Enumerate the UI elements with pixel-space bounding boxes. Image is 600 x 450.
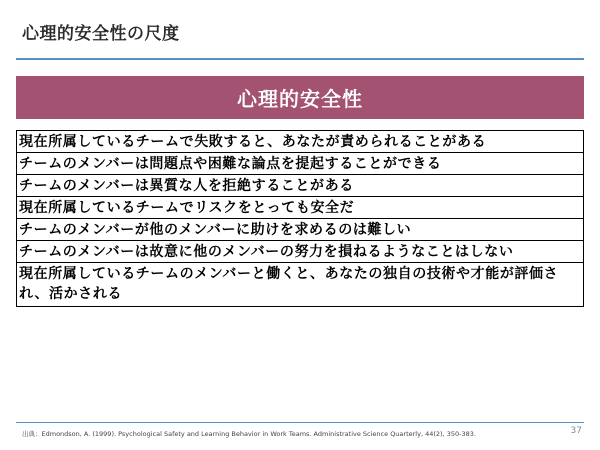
table-row [17, 153, 584, 175]
table-row [17, 219, 584, 241]
table-row [17, 263, 584, 307]
scale-item: チームのメンバーは故意に他のメンバーの努力を損ねるようなことはしない [17, 241, 584, 263]
scale-item: チームのメンバーは異質な人を拒絶することがある [17, 175, 584, 197]
section-banner [16, 76, 584, 119]
page-number: 37 [570, 426, 582, 436]
scale-item: チームのメンバーは問題点や困難な論点を提起することができる [17, 153, 584, 175]
scale-item: 現在所属しているチームで失敗すると、あなたが責められることがある [17, 131, 584, 153]
table-row [17, 241, 584, 263]
slide-title: 心理的安全性の尺度 [22, 24, 180, 44]
scale-item: 現在所属しているチームのメンバーと働くと、あなたの独自の技術や才能が評価され、活かされる [17, 263, 584, 307]
table-row [17, 131, 584, 153]
scale-items-table [16, 130, 584, 307]
table-row [17, 175, 584, 197]
scale-item: チームのメンバーが他のメンバーに助けを求めるのは難しい [17, 219, 584, 241]
table-row [17, 197, 584, 219]
title-divider [16, 58, 584, 60]
banner-label: 心理的安全性 [237, 87, 363, 111]
source-citation: 出典：Edmondson, A. (1999). Psychological Safety and Learning Behavior in Work Teams. Administrative Science Quarterly, 44(2), 350-383. [22, 430, 476, 438]
scale-item: 現在所属しているチームでリスクをとっても安全だ [17, 197, 584, 219]
footer-divider [16, 422, 584, 423]
